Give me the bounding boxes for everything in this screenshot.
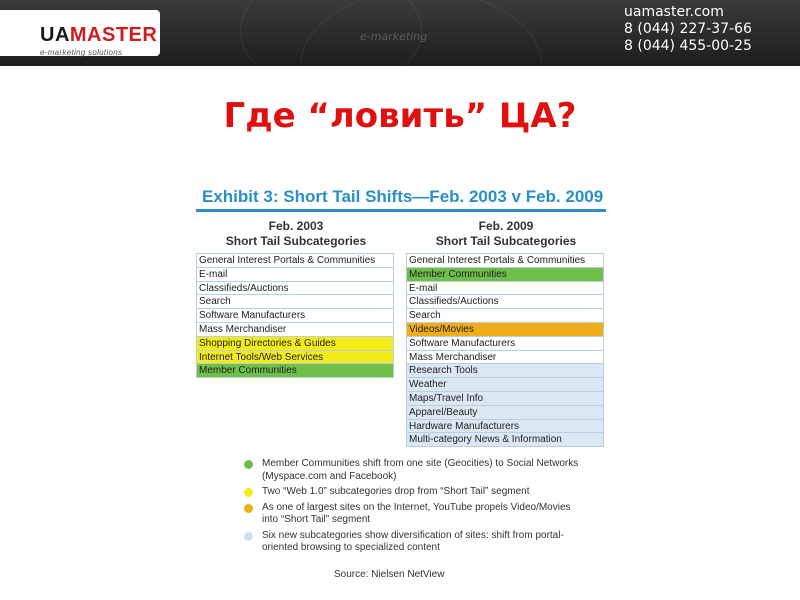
source-note: Source: Nielsen NetView — [334, 569, 445, 580]
legend-dot-icon — [244, 460, 253, 469]
list-item: E-mail — [196, 268, 394, 282]
legend — [244, 458, 584, 558]
header-bar — [0, 0, 800, 66]
list-item: Mass Merchandiser — [196, 323, 394, 337]
list-item: Software Manufacturers — [196, 309, 394, 323]
list-item: Apparel/Beauty — [406, 406, 604, 420]
list-item: Research Tools — [406, 364, 604, 378]
list-item: E-mail — [406, 282, 604, 296]
list-item: Internet Tools/Web Services — [196, 351, 394, 365]
column-year: Feb. 2009 — [478, 219, 534, 233]
list-item: Search — [406, 309, 604, 323]
logo[interactable] — [0, 10, 160, 56]
header-watermark: e-marketing — [360, 30, 428, 43]
contact-info — [624, 4, 752, 55]
column-subtitle: Short Tail Subcategories — [225, 234, 367, 248]
column-heading-2003 — [196, 219, 396, 249]
legend-item — [244, 458, 584, 483]
subcategory-list-2009 — [406, 253, 604, 447]
phone-number: 8 (044) 227-37-66 — [624, 21, 752, 37]
legend-item — [244, 530, 584, 555]
list-item: Weather — [406, 378, 604, 392]
page-title: Где “ловить” ЦА? — [223, 96, 577, 136]
legend-text: Six new subcategories show diversification of sites: shift from portal-oriented browsing to specialized content — [262, 529, 564, 553]
list-item: Shopping Directories & Guides — [196, 337, 394, 351]
list-item: General Interest Portals & Communities — [406, 253, 604, 268]
legend-text: Member Communities shift from one site (Geocities) to Social Networks (Myspace.com and Facebook) — [262, 458, 579, 482]
legend-item — [244, 502, 584, 527]
phone-number: 8 (044) 455-00-25 — [624, 38, 752, 54]
column-heading-2009 — [406, 219, 606, 249]
column-year: Feb. 2003 — [268, 219, 324, 233]
list-item: Mass Merchandiser — [406, 351, 604, 365]
logo-wordmark: UAMASTER — [40, 24, 158, 46]
list-item: Hardware Manufacturers — [406, 420, 604, 434]
list-item: Classifieds/Auctions — [196, 282, 394, 296]
legend-text: As one of largest sites on the Internet, YouTube propels Video/Movies into “Short Tail” segment — [262, 501, 571, 525]
list-item: Multi-category News & Information — [406, 433, 604, 447]
subcategory-list-2003 — [196, 253, 394, 378]
list-item: Classifieds/Auctions — [406, 295, 604, 309]
legend-dot-icon — [244, 532, 253, 541]
list-item: General Interest Portals & Communities — [196, 253, 394, 268]
legend-dot-icon — [244, 488, 253, 497]
logo-tagline: e-marketing solutions — [40, 48, 123, 57]
legend-dot-icon — [244, 504, 253, 513]
site-link[interactable]: uamaster.com — [624, 4, 724, 20]
list-item: Maps/Travel Info — [406, 392, 604, 406]
list-item: Videos/Movies — [406, 323, 604, 337]
list-item: Member Communities — [196, 364, 394, 378]
list-item: Software Manufacturers — [406, 337, 604, 351]
list-item: Member Communities — [406, 268, 604, 282]
list-item: Search — [196, 295, 394, 309]
exhibit-divider — [196, 209, 606, 212]
legend-text: Two “Web 1.0” subcategories drop from “Short Tail” segment — [262, 486, 530, 497]
exhibit-title: Exhibit 3: Short Tail Shifts—Feb. 2003 v Feb. 2009 — [202, 187, 604, 206]
column-subtitle: Short Tail Subcategories — [435, 234, 577, 248]
legend-item — [244, 486, 584, 499]
